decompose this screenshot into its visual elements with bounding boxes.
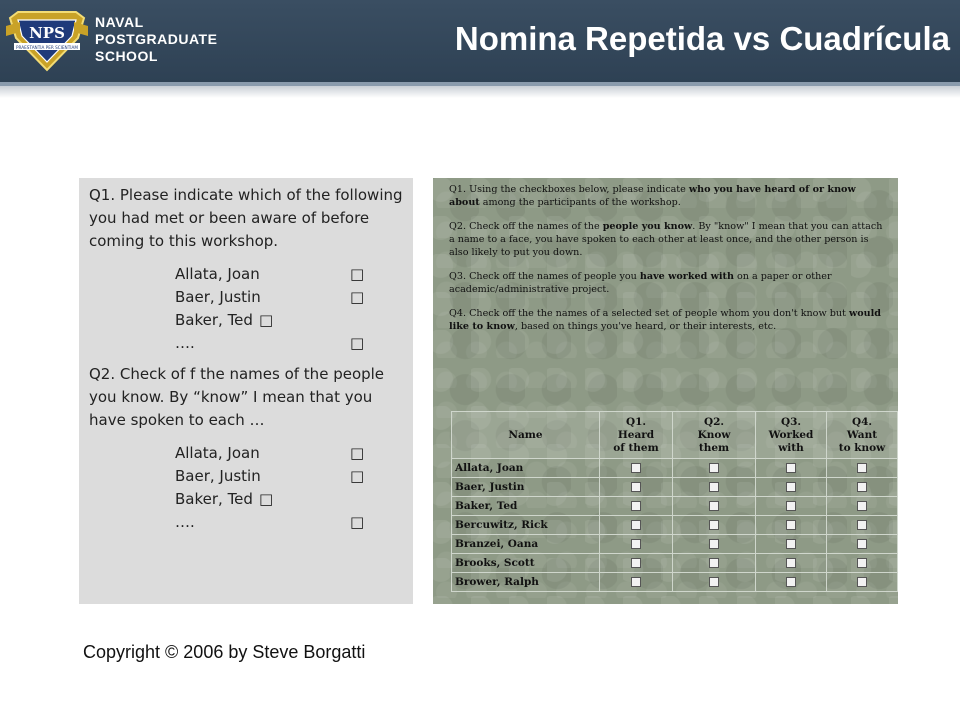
q2-item-name: Baker, Ted bbox=[175, 490, 253, 508]
q2-item bbox=[89, 442, 403, 465]
q2-item-name: Allata, Joan bbox=[175, 444, 260, 462]
q4-checkbox[interactable] bbox=[857, 520, 867, 530]
repeated-roster-panel bbox=[79, 178, 413, 604]
q2-item bbox=[89, 488, 403, 511]
q2-checkbox[interactable] bbox=[709, 558, 719, 568]
banner-shadow bbox=[0, 86, 960, 98]
q3-checkbox[interactable] bbox=[786, 501, 796, 511]
table-row bbox=[452, 573, 898, 592]
grid-survey-panel bbox=[433, 178, 898, 604]
q1-item bbox=[89, 309, 403, 332]
q3-checkbox[interactable] bbox=[786, 463, 796, 473]
q1-item-name: Baker, Ted bbox=[175, 311, 253, 329]
q2-checkbox[interactable] bbox=[709, 463, 719, 473]
q1-text: Q1. Please indicate which of the following you had met or been aware of before coming to this workshop. bbox=[89, 186, 403, 250]
q4-checkbox[interactable] bbox=[857, 539, 867, 549]
survey-q3: Q3. Check off the names of people you have worked with on a paper or other academic/administrative project. bbox=[449, 271, 832, 295]
checkbox-icon: □ bbox=[350, 467, 365, 485]
survey-q2: Q2. Check off the names of the people you know. By "know" I mean that you can attach a name to a face, you have spoken to each other at least once, and the other person is also likely to put you down. bbox=[449, 221, 883, 258]
row-name: Brooks, Scott bbox=[452, 554, 600, 573]
table-row bbox=[452, 459, 898, 478]
copyright-text: Copyright © 2006 by Steve Borgatti bbox=[83, 642, 366, 662]
q4-checkbox[interactable] bbox=[857, 558, 867, 568]
row-name: Baker, Ted bbox=[452, 497, 600, 516]
q3-checkbox[interactable] bbox=[786, 539, 796, 549]
q4-checkbox[interactable] bbox=[857, 482, 867, 492]
q1-item-name: Baer, Justin bbox=[175, 288, 261, 306]
q2-checkbox[interactable] bbox=[709, 520, 719, 530]
crest-motto: PRAESTANTIA PER SCIENTIAM bbox=[16, 45, 78, 50]
q2-checkbox[interactable] bbox=[709, 501, 719, 511]
q1-item bbox=[89, 263, 403, 286]
col-q4: Q4. Want to know bbox=[827, 412, 898, 459]
row-name: Baer, Justin bbox=[452, 478, 600, 497]
q2-item bbox=[89, 465, 403, 488]
q1-checkbox[interactable] bbox=[631, 577, 641, 587]
header-banner bbox=[0, 0, 960, 86]
q2-checkbox[interactable] bbox=[709, 482, 719, 492]
q1-checkbox[interactable] bbox=[631, 558, 641, 568]
q1-checkbox[interactable] bbox=[631, 501, 641, 511]
q1-item bbox=[89, 332, 403, 355]
table-row bbox=[452, 478, 898, 497]
q1-checkbox[interactable] bbox=[631, 520, 641, 530]
q4-checkbox[interactable] bbox=[857, 501, 867, 511]
survey-q4: Q4. Check off the the names of a selected set of people whom you don't know but would like to know, based on things you've heard, or their interests, etc. bbox=[449, 308, 881, 332]
table-row bbox=[452, 554, 898, 573]
q4-checkbox[interactable] bbox=[857, 463, 867, 473]
school-line-2: POSTGRADUATE bbox=[95, 31, 218, 47]
table-row bbox=[452, 535, 898, 554]
q1-item bbox=[89, 286, 403, 309]
q3-checkbox[interactable] bbox=[786, 577, 796, 587]
school-name bbox=[95, 14, 217, 65]
q2-checkbox[interactable] bbox=[709, 577, 719, 587]
grid-header-row bbox=[452, 412, 898, 459]
col-q1: Q1. Heard of them bbox=[600, 412, 673, 459]
q2-checkbox[interactable] bbox=[709, 539, 719, 549]
slide-title: Nomina Repetida vs Cuadrícula bbox=[454, 20, 950, 57]
row-name: Brower, Ralph bbox=[452, 573, 600, 592]
survey-grid bbox=[451, 411, 898, 592]
q3-checkbox[interactable] bbox=[786, 558, 796, 568]
row-name: Bercuwitz, Rick bbox=[452, 516, 600, 535]
checkbox-icon: □ bbox=[350, 334, 365, 352]
checkbox-icon: □ bbox=[350, 288, 365, 306]
col-name: Name bbox=[452, 412, 600, 459]
checkbox-icon: □ bbox=[258, 490, 274, 508]
q1-checkbox[interactable] bbox=[631, 482, 641, 492]
q2-item-name: …. bbox=[175, 513, 195, 531]
checkbox-icon: □ bbox=[350, 444, 365, 462]
nps-crest-icon bbox=[6, 8, 88, 74]
school-line-3: SCHOOL bbox=[95, 48, 158, 64]
row-name: Branzei, Oana bbox=[452, 535, 600, 554]
checkbox-icon: □ bbox=[350, 513, 365, 531]
q3-checkbox[interactable] bbox=[786, 482, 796, 492]
checkbox-icon: □ bbox=[258, 311, 274, 329]
q2-item-name: Baer, Justin bbox=[175, 467, 261, 485]
col-q3: Q3. Worked with bbox=[756, 412, 827, 459]
q2-text: Q2. Check of f the names of the people you know. By “know” I mean that you have spoken to each … bbox=[89, 365, 385, 429]
q1-item-name: Allata, Joan bbox=[175, 265, 260, 283]
crest-text: NPS bbox=[29, 24, 65, 42]
q2-item bbox=[89, 511, 403, 534]
school-line-1: NAVAL bbox=[95, 14, 144, 30]
survey-q1: Q1. Using the checkboxes below, please indicate who you have heard of or know about among the participants of the workshop. bbox=[449, 184, 856, 208]
q1-checkbox[interactable] bbox=[631, 463, 641, 473]
q3-checkbox[interactable] bbox=[786, 520, 796, 530]
col-q2: Q2. Know them bbox=[673, 412, 756, 459]
table-row bbox=[452, 516, 898, 535]
q1-item-name: …. bbox=[175, 334, 195, 352]
table-row bbox=[452, 497, 898, 516]
q1-checkbox[interactable] bbox=[631, 539, 641, 549]
q4-checkbox[interactable] bbox=[857, 577, 867, 587]
row-name: Allata, Joan bbox=[452, 459, 600, 478]
checkbox-icon: □ bbox=[350, 265, 365, 283]
